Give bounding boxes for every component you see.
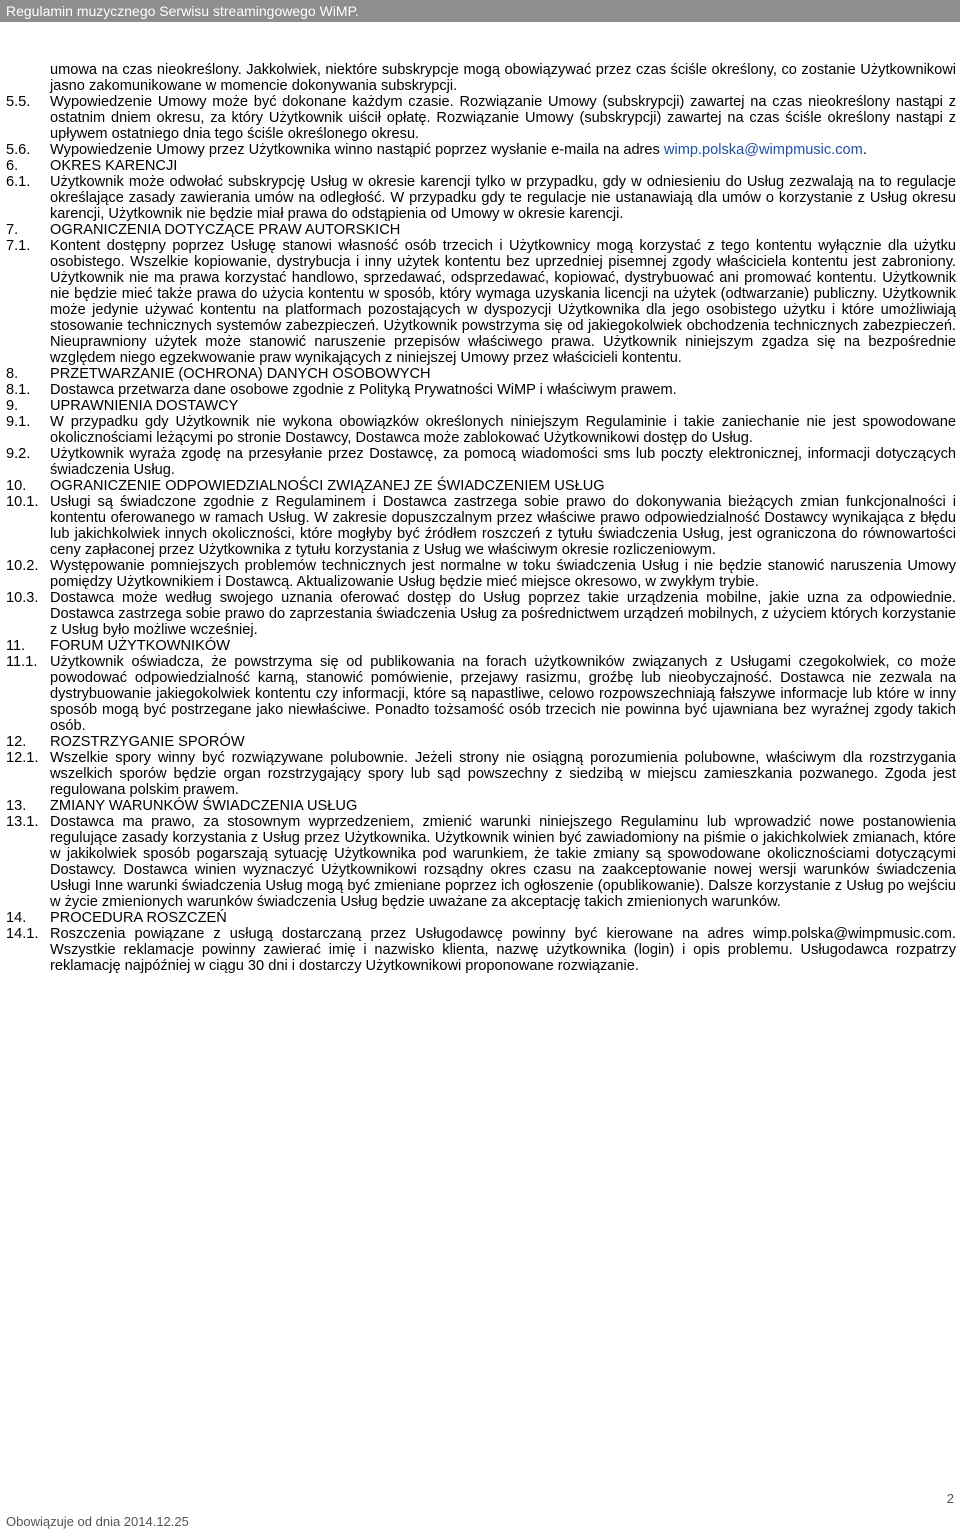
clause-number: 11.1.: [6, 654, 38, 670]
section-heading-text: [50, 478, 956, 494]
clause-text-body: Dostawca ma prawo, za stosownym wyprzedzeniem, zmienić warunki niniejszego Regulaminu lub wprowadzić nowe postanowienia regulujące zasady korzystania z Usług przez Użytkownika. Użytkownik winien być zawiadomiony na piśmie o jakichkolwiek zmianach, które w jakikolwiek sposób pogarszają sytuację Użytkownika pod warunkiem, że takie zmiany są spowodowane okolicznościami dotyczącymi Dostawcy. Dostawca winien wyznaczyć Użytkownikowi rozsądny okres czasu na zaakceptowanie nowej wersji warunków świadczenia Usługi Inne warunki świadczenia Usług mogą być zmieniane poprzez ich ogłoszenie (opublikowanie). Dalsze korzystanie z Usług po wejściu w życie zmienionych warunków świadczenia Usług będzie uważane za akceptację takich zmienionych warunków.: [50, 814, 956, 910]
clause: [6, 750, 956, 798]
clause-number: 7.1.: [6, 238, 31, 254]
clause: [6, 142, 956, 158]
clause-number: 13.1.: [6, 814, 39, 830]
email-link[interactable]: wimp.polska@wimpmusic.com: [663, 142, 863, 158]
clause-number: 9.: [6, 398, 19, 414]
clause-number: 8.: [6, 366, 19, 382]
clause-text-body: Użytkownik oświadcza, że powstrzyma się od publikowania na forach użytkowników związanych z Usługami czegokolwiek, co może powodować odpowiedzialność karną, stanowić pomówienie, przejawy rasizmu, groźbę lub nieobyczajność. Dostawca nie zezwala na dystrybuowanie jakiegokolwiek kontentu czy informacji, które są napastliwe, celowo rozpowszechniają fałszywe informacje lub które w inny sposób mogą być postrzegane jako niewłaściwe. Ponadto tożsamość osób trzecich nie powinna być ujawniana bez wyraźnej zgody takich osób.: [50, 654, 956, 734]
clause-number: 12.: [6, 734, 27, 750]
clause-text-body: umowa na czas nieokreślony. Jakkolwiek, niektóre subskrypcje mogą obowiązywać przez czas ściśle określony, co zostanie Użytkownikowi jasno zakomunikowane w momencie dokonywania subskrypcji.: [50, 62, 956, 94]
clause-text: [50, 590, 956, 638]
clause: [6, 654, 956, 734]
section-heading: [6, 798, 956, 814]
section-heading-text: [50, 798, 956, 814]
clause-text-body: Roszczenia powiązane z usługą dostarczaną przez Usługodawcę powinny być kierowane na adres wimp.polska@wimpmusic.com. Wszystkie reklamacje powinny zawierać imię i nazwisko klienta, nazwę użytkownika (login) i opis problemu. Usługodawca rozpatrzy reklamację najpóźniej w ciągu 30 dni i dostarczy Użytkownikowi proponowane rozwiązanie.: [50, 926, 956, 974]
clause-text-body: PROCEDURA ROSZCZEŃ: [50, 910, 227, 926]
section-heading-text: [50, 638, 956, 654]
header-bar: [0, 0, 960, 22]
clause-number: 5.6.: [6, 142, 31, 158]
clause-text-body: Dostawca przetwarza dane osobowe zgodnie z Polityką Prywatności WiMP i właściwym prawem.: [50, 382, 677, 398]
clause-number: 12.1.: [6, 750, 39, 766]
clause-number: 10.3.: [6, 590, 39, 606]
clause-text-body: W przypadku gdy Użytkownik nie wykona obowiązków określonych niniejszym Regulaminie i takie zaniechanie nie jest spowodowane okolicznościami leżącymi po stronie Dostawcy, Dostawca może zablokować Użytkownikowi dostęp do Usług.: [50, 414, 956, 446]
clause-text-body: OGRANICZENIA DOTYCZĄCE PRAW AUTORSKICH: [50, 222, 401, 238]
clause-text-body: Kontent dostępny poprzez Usługę stanowi własność osób trzecich i Użytkownicy mogą korzystać z tego kontentu wyłącznie dla użytku osobistego. Wszelkie kopiowanie, dystrybucja i inny użytek kontentu bez uprzedniej pisemnej zgody właściciela kontentu jest zabroniony. Użytkownik nie ma prawa korzystać handlowo, sprzedawać, odsprzedawać, kopiować, dystrybuować ani promować kontentu. Użytkownik nie będzie mieć także prawa do użycia kontentu w sposób, który wymaga uzyskania licencji na użytek (odtwarzanie) publiczny. Użytkownik może jedynie używać kontentu na platformach pozostających w dyspozycji Użytkownika dla jego osobistego użytku i które umożliwiają stosowanie technicznych systemów zabezpieczeń. Użytkownik powstrzyma się od jakiegokolwiek obchodzenia technicznych zabezpieczeń. Nieuprawniony użytek może stanowić naruszenie przepisów właściwego prawa. Użytkownik niniejszym zgadza się na bezpośrednie względem niego egzekwowanie praw wynikających z niniejszej Umowy przez właścicieli kontentu.: [50, 238, 956, 366]
clause-text: [50, 814, 956, 910]
clause-number: 10.2.: [6, 558, 39, 574]
clause-text-body: FORUM UŻYTKOWNIKÓW: [50, 638, 230, 654]
clause: [6, 558, 956, 590]
clause: [6, 238, 956, 366]
clause: [6, 94, 956, 142]
section-heading-text: [50, 158, 956, 174]
clause-text-body: Usługi są świadczone zgodnie z Regulaminem i Dostawca zastrzega sobie prawo do dokonywania bieżących zmian funkcjonalności i kontentu oferowanego w ramach Usług. W zakresie dopuszczalnym przez właściwe prawo odpowiedzialność Dostawcy wynikająca z błędu lub jakichkolwiek innych okoliczności, które mogłyby być źródłem roszczeń z tytułu świadczenia Usług, jest ograniczona do równowartości ceny zapłaconej przez Użytkownika z tytułu korzystania z Usług we właściwym okresie rozliczeniowym.: [50, 494, 956, 558]
clause-text-body: Wszelkie spory winny być rozwiązywane polubownie. Jeżeli strony nie osiągną porozumienia polubowne, właściwym dla rozstrzygania wszelkich sporów będzie organ rozstrzygający spory lub sąd powszechny z siedzibą w miejscu zamieszkania pozwanego. Zgoda jest regulowana polskim prawem.: [50, 750, 956, 798]
clause-text-body: OGRANICZENIE ODPOWIEDZIALNOŚCI ZWIĄZANEJ ZE ŚWIADCZENIEM USŁUG: [50, 478, 605, 494]
clause-text: [50, 62, 956, 94]
clause-text-body: ZMIANY WARUNKÓW ŚWIADCZENIA USŁUG: [50, 798, 358, 814]
clause-text: [50, 382, 956, 398]
clause-text: [50, 494, 956, 558]
clause: [6, 926, 956, 974]
section-heading: [6, 222, 956, 238]
section-heading-text: [50, 734, 956, 750]
clause: [6, 494, 956, 558]
clause-text: [50, 926, 956, 974]
clause-text: [50, 446, 956, 478]
clause-text-body: Dostawca może według swojego uznania oferować dostęp do Usług poprzez takie urządzenia mobilne, jakie uzna za odpowiednie. Dostawca zastrzega sobie prawo do zaprzestania świadczenia Usług za pośrednictwem urządzeń mobilnych, z użyciem których korzystanie z Usług było możliwe wcześniej.: [50, 590, 956, 638]
clause-text: [50, 174, 956, 222]
clause: [6, 414, 956, 446]
section-heading: [6, 366, 956, 382]
clause-text: [50, 414, 956, 446]
clause-text: [50, 238, 956, 366]
clause-text: [50, 654, 956, 734]
clause-text-body: Występowanie pomniejszych problemów technicznych jest normalne w toku świadczenia Usług i nie będzie stanowić naruszenia Umowy pomiędzy Użytkownikiem i Dostawcą. Aktualizowanie Usług będzie mieć miejsce okresowo, w zwykłym trybie.: [50, 558, 956, 590]
clause-number: 14.1.: [6, 926, 39, 942]
section-heading: [6, 478, 956, 494]
clause-text-body: PRZETWARZANIE (OCHRONA) DANYCH OSOBOWYCH: [50, 366, 431, 382]
clause-text: [50, 750, 956, 798]
section-heading-text: [50, 398, 956, 414]
document-body: [6, 62, 956, 974]
clause: [6, 814, 956, 910]
clause-text-body: UPRAWNIENIA DOSTAWCY: [50, 398, 239, 414]
clause-text-body: ROZSTRZYGANIE SPORÓW: [50, 734, 245, 750]
clause-number: 9.1.: [6, 414, 31, 430]
clause-number: 6.: [6, 158, 19, 174]
clause-number: 5.5.: [6, 94, 31, 110]
clause-text: [50, 558, 956, 590]
clause-text: [50, 142, 956, 158]
section-heading-text: [50, 910, 956, 926]
clause-number: 13.: [6, 798, 27, 814]
clause-text-tail: .: [862, 142, 867, 158]
section-heading-text: [50, 366, 956, 382]
section-heading: [6, 398, 956, 414]
clause-text-body: OKRES KARENCJI: [50, 158, 178, 174]
clause-number: 11.: [6, 638, 26, 654]
clause: [6, 590, 956, 638]
effective-date: Obowiązuje od dnia 2014.12.25: [6, 1514, 189, 1529]
clause-number: 10.1.: [6, 494, 39, 510]
clause-number: 7.: [6, 222, 19, 238]
section-heading: [6, 158, 956, 174]
document-title: Regulamin muzycznego Serwisu streamingowego WiMP.: [6, 3, 360, 19]
page-number: 2: [946, 1491, 954, 1506]
clause: [6, 382, 956, 398]
clause: [6, 62, 956, 94]
section-heading-text: [50, 222, 956, 238]
clause-number: 14.: [6, 910, 27, 926]
clause: [6, 174, 956, 222]
clause-text-body: Wypowiedzenie Umowy może być dokonane każdym czasie. Rozwiązanie Umowy (subskrypcji) zawartej na czas nieokreślony nastąpi z ostatnim dniem okresu, za który Użytkownik uiścił opłatę. Rozwiązanie Umowy (subskrypcji) zawartej na czas ściśle określony nastąpi z upływem ostatniego dnia tego ściśle określonego okresu.: [50, 94, 956, 142]
section-heading: [6, 910, 956, 926]
clause-number: 10.: [6, 478, 27, 494]
clause-text-body: Wypowiedzenie Umowy przez Użytkownika winno nastąpić poprzez wysłanie e-maila na adres: [50, 142, 660, 158]
section-heading: [6, 638, 956, 654]
clause: [6, 446, 956, 478]
clause-text: [50, 94, 956, 142]
clause-number: 9.2.: [6, 446, 31, 462]
clause-number: 6.1.: [6, 174, 31, 190]
clause-number: 8.1.: [6, 382, 31, 398]
section-heading: [6, 734, 956, 750]
clause-text-body: Użytkownik wyraża zgodę na przesyłanie przez Dostawcę, za pomocą wiadomości sms lub poczty elektronicznej, informacji dotyczących świadczenia Usług.: [50, 446, 956, 478]
clause-text-body: Użytkownik może odwołać subskrypcję Usług w okresie karencji tylko w przypadku, gdy w odniesieniu do Usług zezwalają na to regulacje określające zasady zawierania umów na odległość. W przypadku gdy te regulacje nie ustanawiają dla umów o korzystanie z Usług okresu karencji, Użytkownik nie będzie miał prawa do odstąpienia od Umowy w okresie karencji.: [50, 174, 956, 222]
